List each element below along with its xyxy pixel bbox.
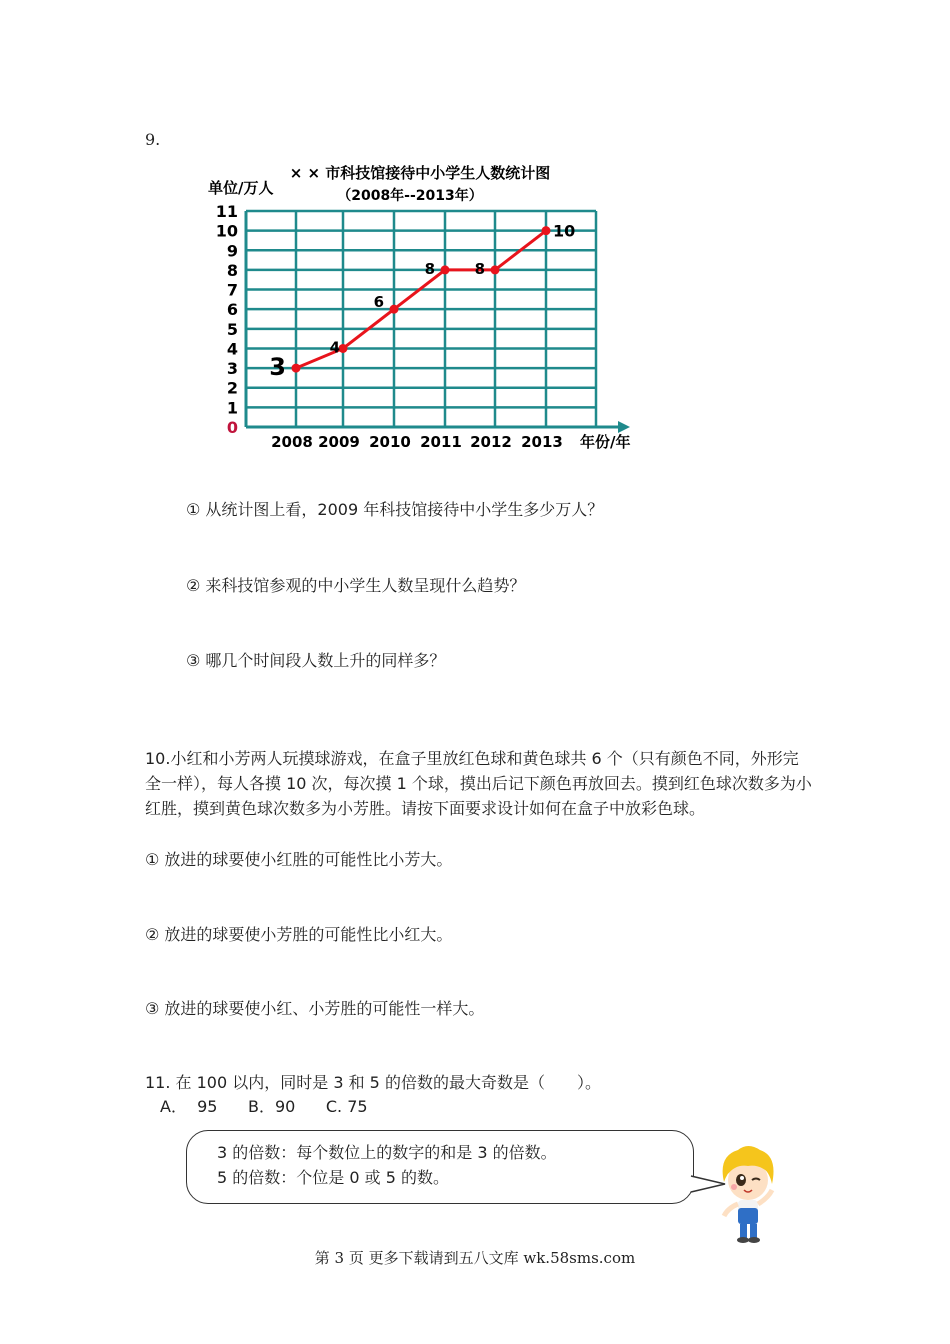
x-tick-label: 2010: [369, 433, 411, 451]
q10-sub2: ② 放进的球要使小芳胜的可能性比小红大。: [145, 925, 453, 944]
cartoon-child-illustration: [714, 1142, 782, 1244]
x-axis-label: 年份/年: [580, 433, 631, 451]
hint-line-2: 5 的倍数：个位是 0 或 5 的数。: [217, 1168, 449, 1187]
y-tick-label: 3: [226, 359, 238, 379]
q9-sub1: ① 从统计图上看，2009 年科技馆接待中小学生多少万人？: [186, 500, 604, 519]
x-tick-label: 2008: [271, 433, 313, 451]
data-label: 4: [329, 338, 340, 357]
data-point: [441, 265, 450, 274]
data-point: [542, 226, 551, 235]
line-chart: [0, 0, 950, 470]
hint-line-1: 3 的倍数：每个数位上的数字的和是 3 的倍数。: [217, 1143, 557, 1162]
y-tick-label: 10: [215, 221, 238, 241]
page-footer: 第 3 页 更多下载请到五八文库 wk.58sms.com: [314, 1249, 636, 1267]
y-tick-label: 0: [226, 418, 238, 437]
x-axis-arrow: [618, 421, 630, 433]
y-tick-label: 11: [215, 202, 238, 221]
y-tick-label: 8: [226, 260, 238, 280]
q10-sub1: ① 放进的球要使小红胜的可能性比小芳大。: [145, 850, 453, 869]
y-tick-label: 5: [226, 319, 238, 339]
data-label: 8: [474, 259, 485, 278]
chart-grid: [246, 211, 596, 427]
chart-subtitle: （2008年--2013年）: [337, 188, 483, 204]
x-tick-label: 2009: [318, 433, 360, 451]
x-tick-label: 2012: [470, 433, 512, 451]
y-tick-labels: [216, 202, 238, 437]
data-point: [292, 364, 301, 373]
q9-sub3: ③ 哪几个时间段人数上升的同样多？: [186, 651, 446, 670]
data-point: [491, 265, 500, 274]
y-axis-label: 单位/万人: [208, 179, 274, 197]
data-label: 8: [424, 259, 435, 278]
y-tick-label: 6: [226, 300, 238, 320]
q9-sub2: ② 来科技馆参观的中小学生人数呈现什么趋势？: [186, 576, 526, 595]
x-tick-labels: [271, 433, 563, 451]
hint-speech-bubble: [186, 1130, 694, 1204]
data-label: 6: [373, 293, 384, 312]
y-tick-label: 1: [226, 398, 238, 418]
x-tick-label: 2013: [521, 433, 563, 451]
chart-title: × × 市科技馆接待中小学生人数统计图: [289, 164, 551, 182]
y-tick-label: 4: [226, 339, 238, 359]
q11-question: 11. 在 100 以内，同时是 3 和 5 的倍数的最大奇数是（ ）。: [145, 1073, 601, 1092]
y-tick-label: 7: [226, 280, 238, 300]
y-tick-label: 2: [226, 378, 238, 398]
chart-axes: [246, 211, 630, 433]
data-labels: [269, 222, 575, 381]
x-tick-label: 2011: [420, 433, 462, 451]
data-label: 3: [269, 353, 286, 382]
q10-body: 10.小红和小芳两人玩摸球游戏，在盒子里放红色球和黄色球共 6 个（只有颜色不同，外形完全一样），每人各摸 10 次，每次摸 1 个球，摸出后记下颜色再放回去。摸到红色球次数多为小红胜，摸到黄色球次数多为小芳胜。请按下面要求设计如何在盒子中放彩色球。: [145, 749, 812, 818]
y-tick-label: 9: [226, 241, 238, 261]
q11-options: A． 95 B．90 C. 75: [160, 1097, 368, 1116]
q9-number: 9.: [145, 130, 161, 149]
q10-sub3: ③ 放进的球要使小红、小芳胜的可能性一样大。: [145, 999, 485, 1018]
data-label: 10: [553, 221, 576, 241]
data-point: [390, 305, 399, 314]
